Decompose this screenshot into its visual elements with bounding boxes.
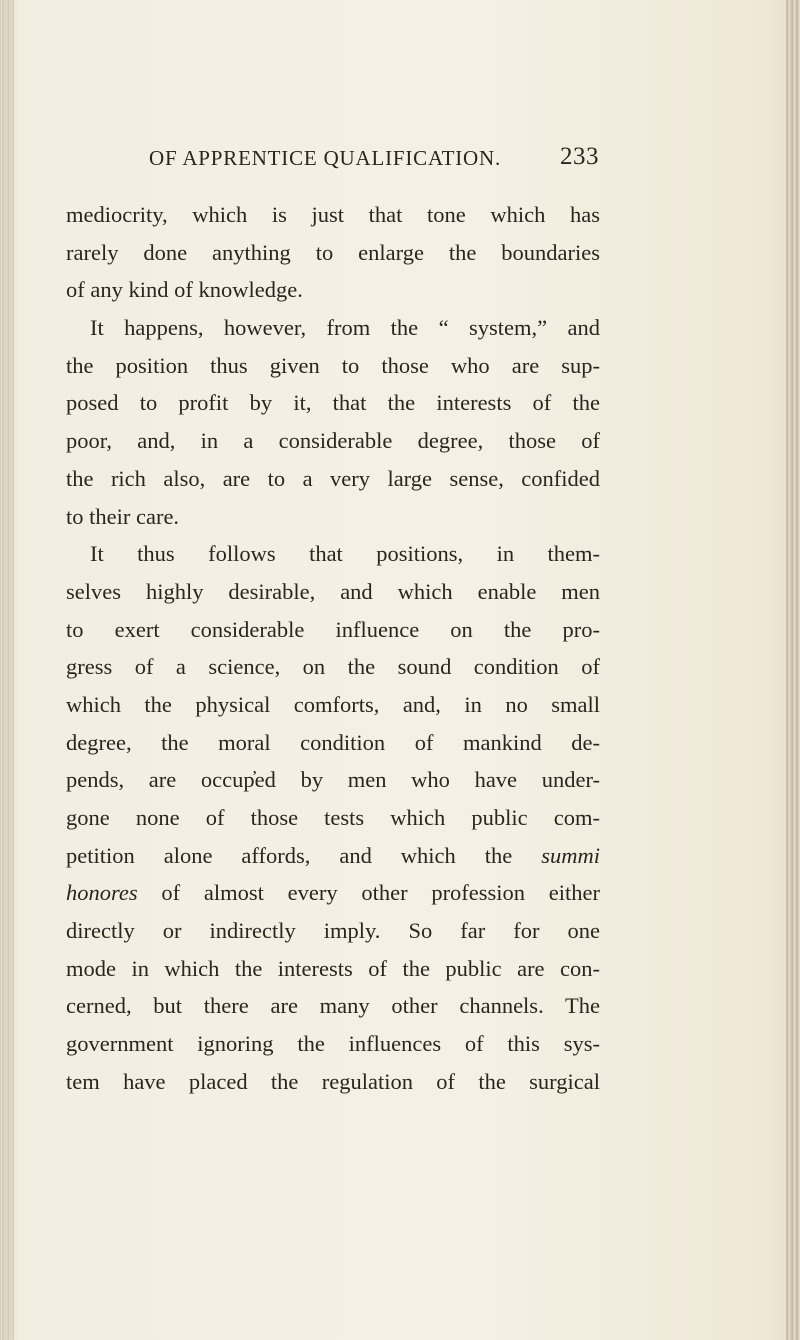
text-line: cerned, but there are many other channels. The bbox=[66, 993, 600, 1019]
text-line bbox=[66, 874, 600, 912]
text-line bbox=[66, 837, 600, 875]
text-line: selves highly desirable, and which enable men bbox=[66, 578, 600, 604]
page-number: 233 bbox=[560, 143, 599, 170]
text-line: tem have placed the regulation of the surgical bbox=[66, 1068, 600, 1094]
italic-phrase: summi bbox=[541, 842, 600, 868]
text-line: to exert considerable influence on the pro- bbox=[66, 616, 600, 642]
text-line: mode in which the interests of the public are con- bbox=[66, 955, 600, 981]
text-line: It happens, however, from the “ system,” and bbox=[90, 315, 600, 341]
text-line: directly or indirectly imply. So far for one bbox=[66, 918, 600, 944]
text-line: gress of a science, on the sound condition of bbox=[66, 654, 600, 680]
text-segment: of almost every other profession either bbox=[161, 880, 601, 906]
text-line: degree, the moral condition of mankind de- bbox=[66, 729, 600, 755]
text-line: of any kind of knowledge. bbox=[66, 277, 303, 303]
text-line: poor, and, in a considerable degree, those of bbox=[66, 428, 600, 454]
text-line: mediocrity, which is just that tone which has bbox=[66, 202, 600, 227]
text-line: posed to profit by it, that the interests of the bbox=[66, 390, 600, 416]
body-text bbox=[66, 196, 600, 1101]
text-line: It thus follows that positions, in them- bbox=[90, 541, 600, 567]
text-line: the rich also, are to a very large sense, confided bbox=[66, 465, 600, 491]
running-head: OF APPRENTICE QUALIFICATION. bbox=[149, 146, 502, 170]
text-line: government ignoring the influences of this sys- bbox=[66, 1031, 600, 1057]
page-left-edge bbox=[0, 0, 14, 1340]
text-line: rarely done anything to enlarge the boundaries bbox=[66, 239, 600, 265]
italic-phrase: honores bbox=[66, 880, 138, 906]
text-line: the position thus given to those who are sup- bbox=[66, 352, 600, 378]
text-line: to their care. bbox=[66, 503, 180, 529]
text-line: which the physical comforts, and, in no small bbox=[66, 691, 600, 717]
page-right-edge bbox=[786, 0, 800, 1340]
text-line: gone none of those tests which public com- bbox=[66, 805, 600, 830]
text-line: pends, are occup̓ed by men who have under- bbox=[66, 767, 600, 793]
text-segment: petition alone affords, and which the bbox=[66, 842, 513, 868]
page-header bbox=[149, 143, 599, 178]
